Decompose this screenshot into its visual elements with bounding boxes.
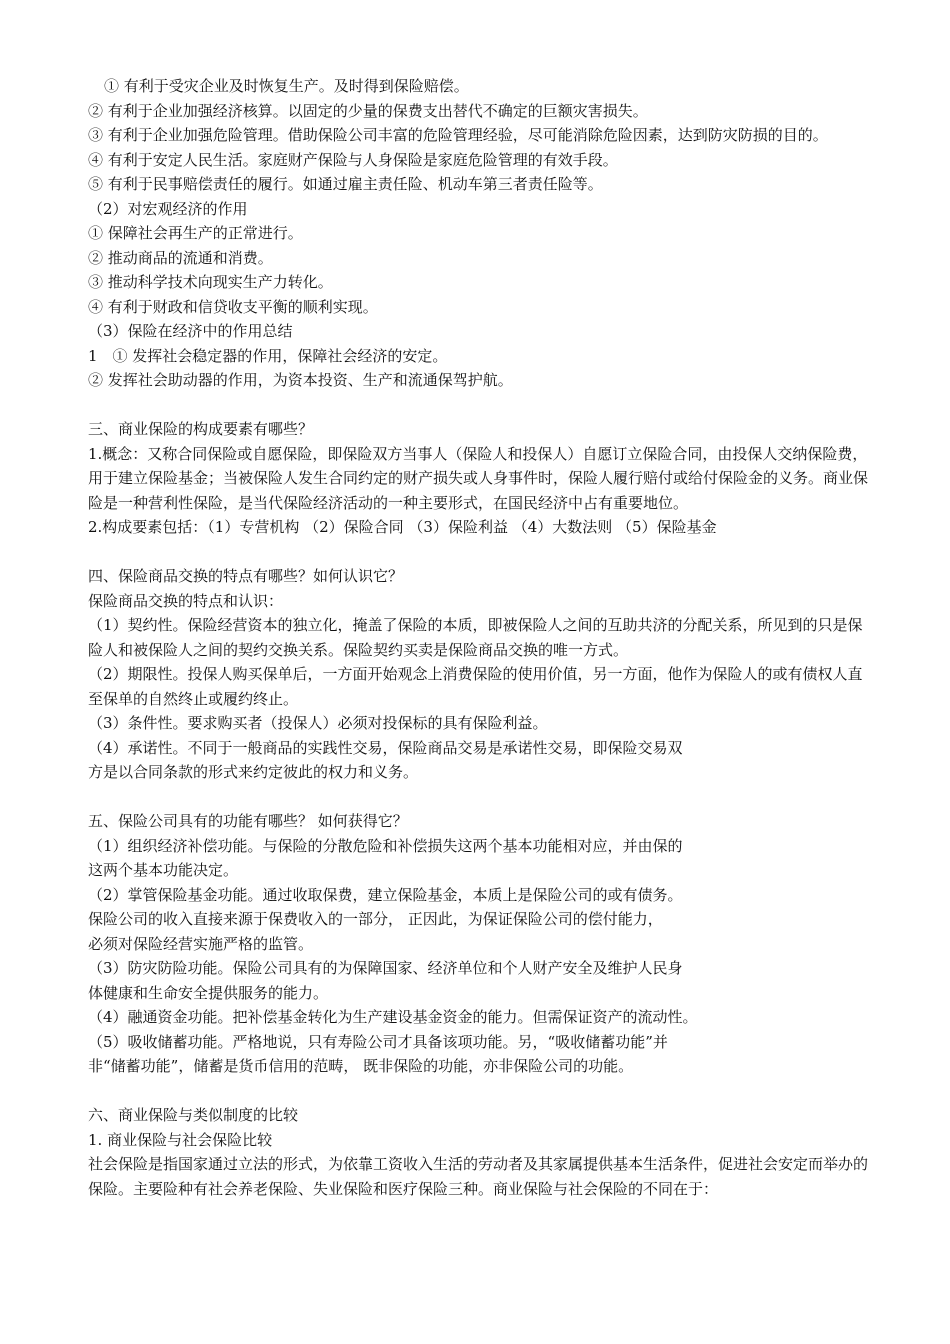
section-title: 六、商业保险与类似制度的比较 — [88, 1106, 299, 1124]
list-item: （3）条件性。要求购买者（投保人）必须对投保标的具有保险利益。 — [88, 714, 548, 732]
list-item: 保险公司的收入直接来源于保费收入的一部分， 正因此，为保证保险公司的偿付能力， — [88, 910, 663, 928]
list-item: （4）承诺性。不同于一般商品的实践性交易，保险商品交易是承诺性交易，即保险交易双 — [88, 738, 683, 757]
list-item: （3）防灾防险功能。保险公司具有的为保障国家、经济单位和个人财产安全及维护人民身 — [88, 959, 683, 977]
section-5 — [88, 809, 872, 1079]
paragraph: 社会保险是指国家通过立法的形式，为依靠工资收入生活的劳动者及其家属提供基本生活条件，促进社会安定而举办的保险。主要险种有社会养老保险、失业保险和医疗保险三种。商业保险与社会保险的不同在于： — [88, 1155, 869, 1198]
list-item: 非“储蓄功能”，储蓄是货币信用的范畴， 既非保险的功能，亦非保险公司的功能。 — [88, 1057, 634, 1075]
section-title: 五、保险公司具有的功能有哪些？ 如何获得它？ — [88, 812, 408, 830]
list-item: （1）契约性。保险经营资本的独立化，掩盖了保险的本质，即被保险人之间的互助共济的分配关系，所见到的只是保险人和被保险人之间的契约交换关系。保险契约买卖是保险商品交换的唯一方式。 — [88, 616, 863, 659]
list-item: （4）融通资金功能。把补偿基金转化为生产建设基金资金的能力。但需保证资产的流动性。 — [88, 1008, 698, 1026]
paragraph: 2.构成要素包括：（1）专营机构 （2）保险合同 （3）保险利益 （4）大数法则 （5）保险基金 — [88, 518, 717, 536]
section-title: 四、保险商品交换的特点有哪些？如何认识它？ — [88, 567, 404, 585]
list-item: 方是以合同条款的形式来约定彼此的权力和义务。 — [88, 763, 419, 781]
list-item: ④ 有利于安定人民生活。家庭财产保险与人身保险是家庭危险管理的有效手段。 — [88, 150, 618, 169]
list-item: （5）吸收储蓄功能。严格地说，只有寿险公司才具备该项功能。另，“吸收储蓄功能”并 — [88, 1032, 668, 1051]
list-item: ① 保障社会再生产的正常进行。 — [88, 224, 303, 242]
list-item: ③ 有利于企业加强危险管理。借助保险公司丰富的危险管理经验，尽可能消除危险因素，达到防灾防损的目的。 — [88, 126, 828, 144]
list-item: ② 推动商品的流通和消费。 — [88, 248, 273, 267]
list-item: 体健康和生命安全提供服务的能力。 — [88, 983, 329, 1002]
section-6 — [88, 1103, 872, 1201]
list-item: 必须对保险经营实施严格的监管。 — [88, 934, 314, 953]
list-item: （1）组织经济补偿功能。与保险的分散危险和补偿损失这两个基本功能相对应，并由保的 — [88, 836, 683, 855]
list-item: ③ 推动科学技术向现实生产力转化。 — [88, 273, 333, 291]
paragraph: 1.概念：又称合同保险或自愿保险，即保险双方当事人（保险人和投保人）自愿订立保险合同，由投保人交纳保险费，用于建立保险基金；当被保险人发生合同约定的财产损失或人身事件时，保险人履行赔付或给付保险金的义务。商业保险是一种营利性保险，是当代保险经济活动的一种主要形式，在国民经济中占有重要地位。 — [88, 444, 869, 512]
subheading: （3）保险在经济中的作用总结 — [88, 322, 293, 340]
subheading: （2）对宏观经济的作用 — [88, 199, 248, 218]
subheading: 1. 商业保险与社会保险比较 — [88, 1130, 273, 1149]
section-economic-role-continued — [88, 74, 872, 393]
list-item: （2）掌管保险基金功能。通过收取保费，建立保险基金，本质上是保险公司的或有债务。 — [88, 885, 683, 904]
list-item: ⑤ 有利于民事赔偿责任的履行。如通过雇主责任险、机动车第三者责任险等。 — [88, 175, 603, 193]
list-item: 这两个基本功能决定。 — [88, 861, 239, 879]
section-title: 三、商业保险的构成要素有哪些？ — [88, 420, 314, 438]
section-3 — [88, 417, 872, 540]
paragraph: 保险商品交换的特点和认识： — [88, 591, 284, 610]
list-item: ② 发挥社会助动器的作用，为资本投资、生产和流通保驾护航。 — [88, 371, 513, 389]
section-4 — [88, 564, 872, 785]
list-item: （2）期限性。投保人购买保单后，一方面开始观念上消费保险的使用价值，另一方面，他作为保险人的或有债权人直至保单的自然终止或履约终止。 — [88, 665, 863, 708]
list-item: ① 有利于受灾企业及时恢复生产。及时得到保险赔偿。 — [104, 77, 469, 95]
list-item: ② 有利于企业加强经济核算。以固定的少量的保费支出替代不确定的巨额灾害损失。 — [88, 101, 648, 120]
list-item: 1 ① 发挥社会稳定器的作用，保障社会经济的安定。 — [88, 346, 448, 365]
list-item: ④ 有利于财政和信贷收支平衡的顺利实现。 — [88, 297, 378, 316]
